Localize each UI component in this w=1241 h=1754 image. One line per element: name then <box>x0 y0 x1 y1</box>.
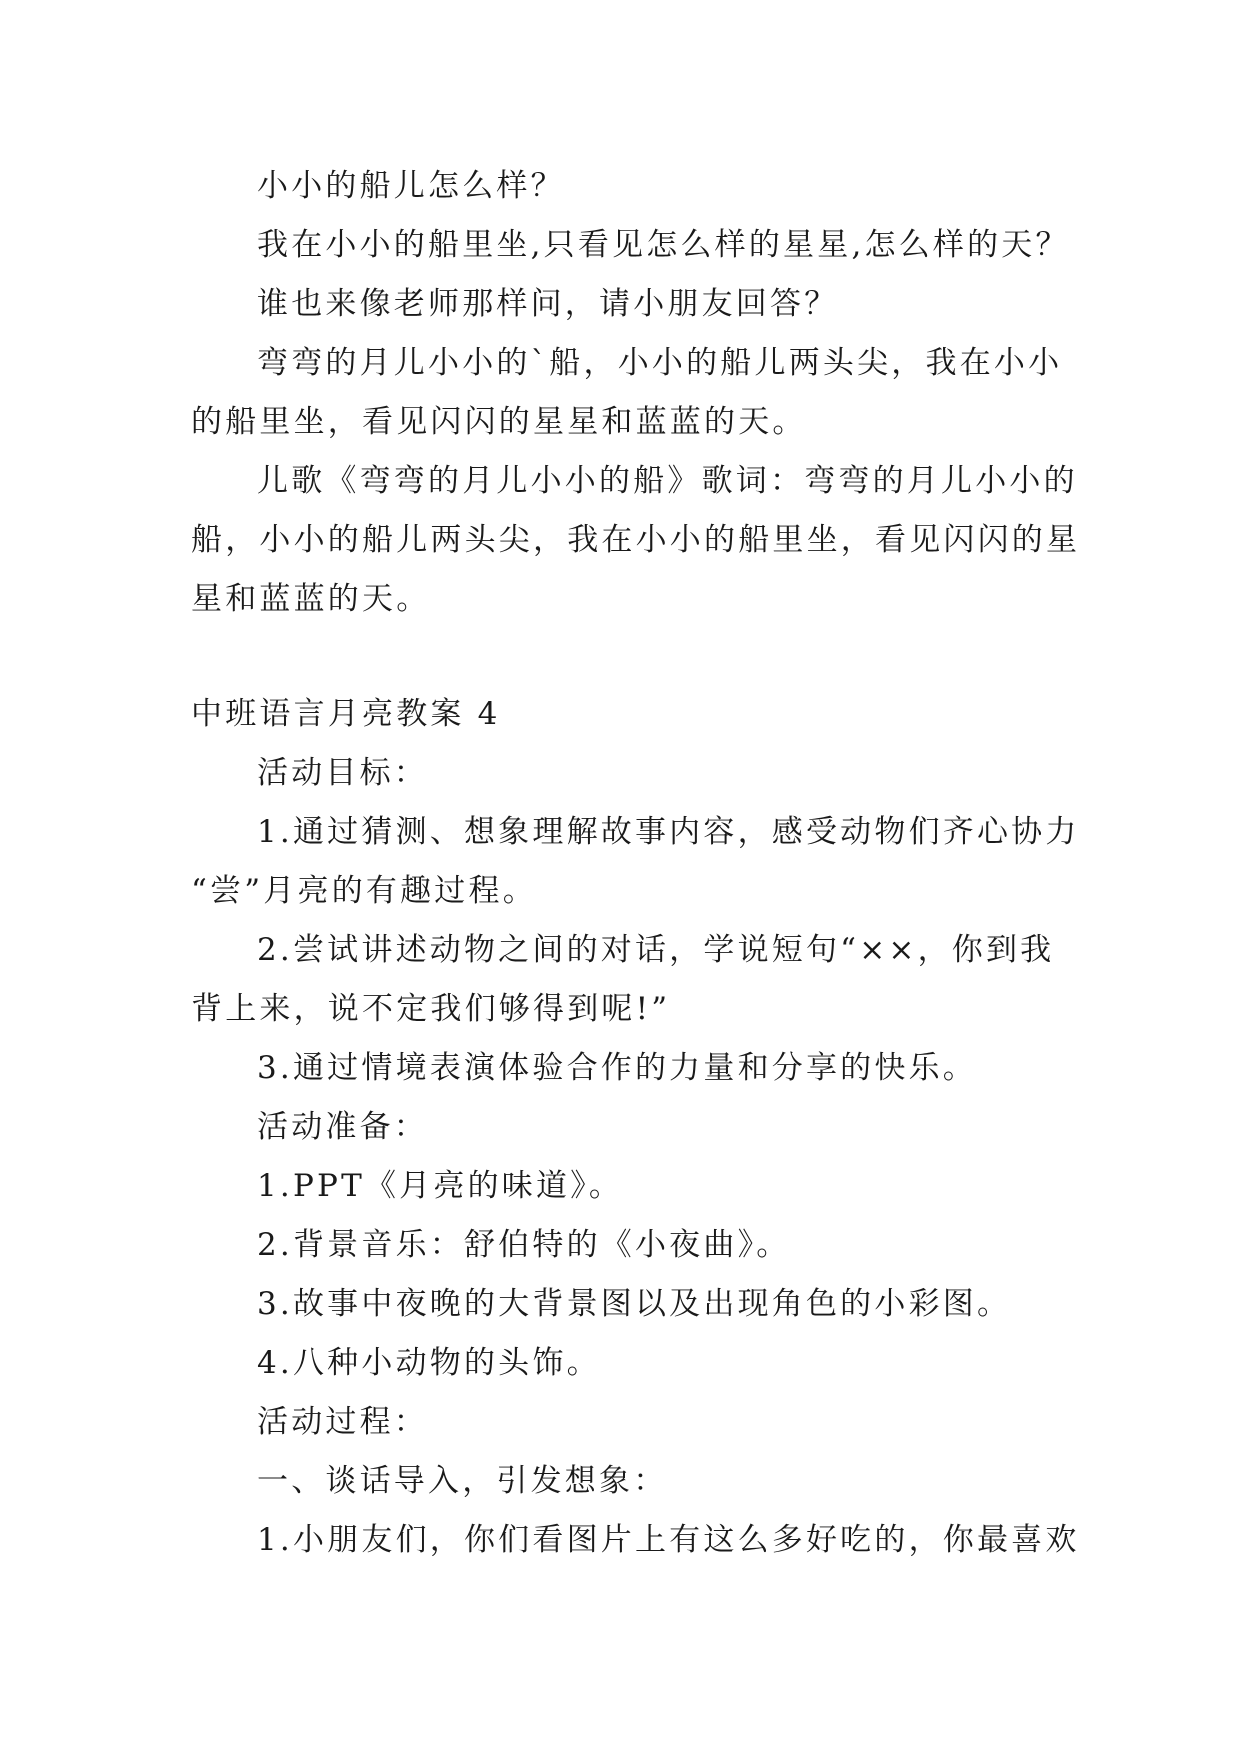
section-heading: 中班语言月亮教案 4 <box>191 696 501 732</box>
text-line-3: 谁也来像老师那样问，请小朋友回答？ <box>257 286 839 322</box>
text-line-1: 小小的船儿怎么样？ <box>257 168 565 204</box>
text-line-5: 的船里坐，看见闪闪的星星和蓝蓝的天。 <box>191 404 807 440</box>
text-line-12: “尝”月亮的有趣过程。 <box>191 873 537 909</box>
text-line-11: 1.通过猜测、想象理解故事内容，感受动物们齐心协力 <box>257 814 1080 850</box>
text-line-7: 船，小小的船儿两头尖，我在小小的船里坐，看见闪闪的星 <box>191 522 1081 558</box>
text-line-8: 星和蓝蓝的天。 <box>191 581 431 617</box>
text-line-20: 4.八种小动物的头饰。 <box>257 1345 601 1381</box>
text-line-4: 弯弯的月儿小小的`船，小小的船儿两头尖，我在小小 <box>257 345 1063 381</box>
text-line-15: 3.通过情境表演体验合作的力量和分享的快乐。 <box>257 1050 977 1086</box>
text-line-14: 背上来，说不定我们够得到呢!” <box>191 991 671 1027</box>
text-line-6: 儿歌《弯弯的月儿小小的船》歌词：弯弯的月儿小小的 <box>257 463 1078 499</box>
text-line-10: 活动目标： <box>257 755 428 791</box>
text-line-19: 3.故事中夜晚的大背景图以及出现角色的小彩图。 <box>257 1286 1012 1322</box>
text-line-21: 活动过程： <box>257 1404 428 1440</box>
text-line-16: 活动准备： <box>257 1109 428 1145</box>
text-line-13: 2.尝试讲述动物之间的对话，学说短句“××，你到我 <box>257 932 1055 968</box>
text-line-18: 2.背景音乐：舒伯特的《小夜曲》。 <box>257 1227 791 1263</box>
text-line-22: 一、谈话导入，引发想象： <box>257 1463 668 1499</box>
text-line-2: 我在小小的船里坐,只看见怎么样的星星,怎么样的天？ <box>257 227 1070 263</box>
text-line-23: 1.小朋友们，你们看图片上有这么多好吃的，你最喜欢 <box>257 1522 1080 1558</box>
text-line-17: 1.PPT《月亮的味道》。 <box>257 1168 624 1204</box>
